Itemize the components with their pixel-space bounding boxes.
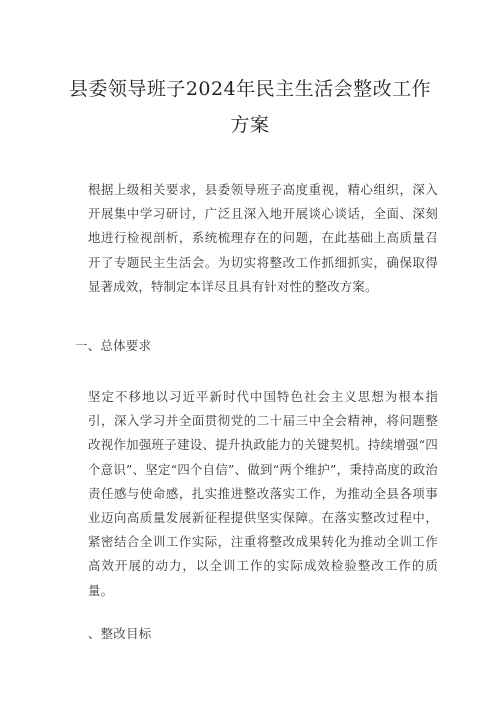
section-heading-general-requirements: 一、总体要求 xyxy=(75,338,152,353)
section-paragraph-general-requirements: 坚定不移地以习近平新时代中国特色社会主义思想为根本指引，深入学习并全面贯彻党的二十届三中全会精神，将问题整改视作加强班子建设、提升执政能力的关键契机。持续增强“四个意识”、坚定“四个自信”、做到“两个维护”，秉持高度的政治责任感与使命感，扎实推进整改落实工作，为推动全县各项事业迈向高质量发展新征程提供坚实保障。在落实整改过程中，紧密结合全训工作实际，注重将整改成果转化为推动全训工作高效开展的动力，以全训工作的实际成效检验整改工作的质量。 xyxy=(88,389,438,598)
section-heading-rectification-goals: 、整改目标 xyxy=(88,626,152,641)
intro-paragraph: 根据上级相关要求，县委领导班子高度重视，精心组织，深入开展集中学习研讨，广泛且深入地开展谈心谈话，全面、深刻地进行检视剖析，系统梳理存在的问题，在此基础上高质量召开了专题民主生活会。为切实将整改工作抓细抓实，确保取得显著成效，特制定本详尽且具有针对性的整改方案。 xyxy=(88,182,438,294)
document-title-line1: 县委领导班子2024年民主生活会整改工作 xyxy=(68,78,432,100)
document-title-line2: 方案 xyxy=(230,114,270,136)
